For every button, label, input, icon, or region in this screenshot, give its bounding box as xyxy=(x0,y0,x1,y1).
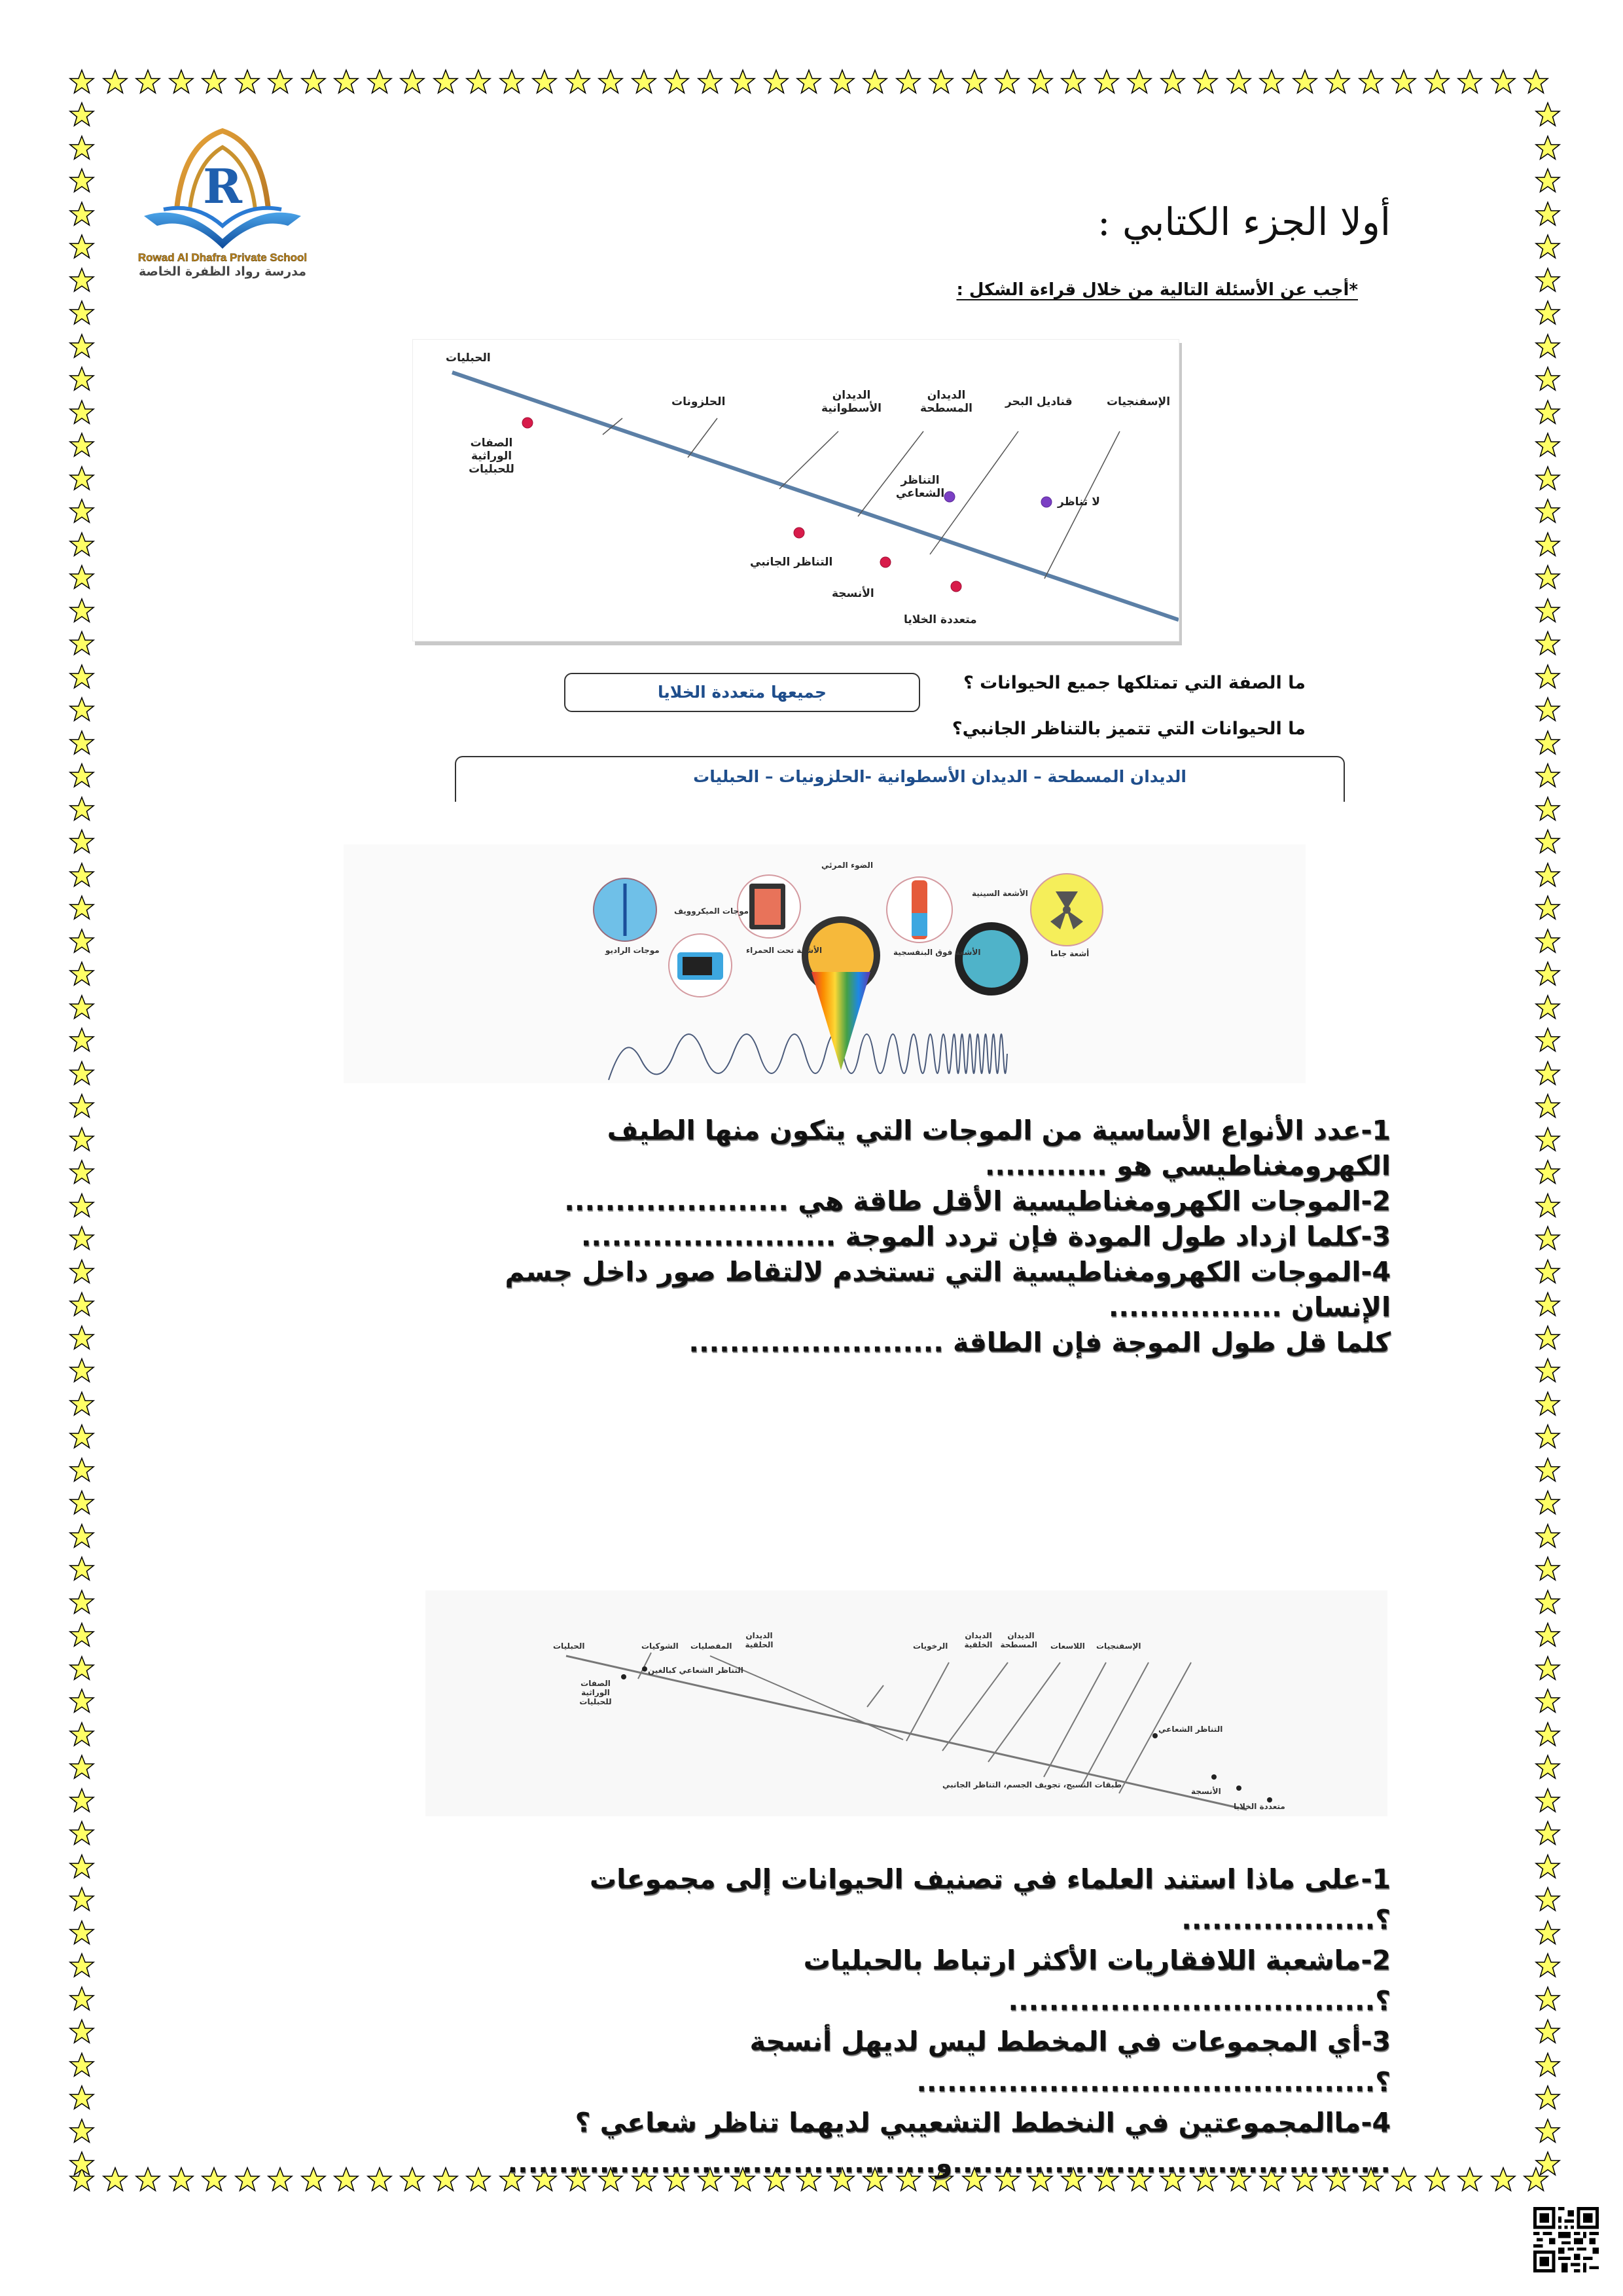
border-star-icon xyxy=(69,366,95,392)
border-star-icon xyxy=(1060,69,1086,95)
border-star-icon xyxy=(69,1787,95,1814)
border-star-icon xyxy=(69,300,95,326)
border-star-icon xyxy=(1535,1589,1561,1615)
border-star-icon xyxy=(102,69,128,95)
border-star-icon xyxy=(1535,1027,1561,1053)
border-star-icon xyxy=(1535,664,1561,690)
border-star-icon xyxy=(1535,1655,1561,1681)
border-star-icon xyxy=(1027,69,1054,95)
s3-line-5: 3-أي المجموعات في المخطط ليس لديهل أنسجة xyxy=(749,2026,1391,2057)
border-star-icon xyxy=(69,234,95,260)
border-star-icon xyxy=(1535,432,1561,458)
border-star-icon xyxy=(1535,234,1561,260)
border-star-icon xyxy=(69,1424,95,1450)
border-star-icon xyxy=(1535,1357,1561,1384)
border-star-icon xyxy=(1535,1986,1561,2012)
border-star-icon xyxy=(1523,69,1549,95)
border-star-icon xyxy=(399,69,425,95)
border-star-icon xyxy=(69,796,95,822)
border-star-icon xyxy=(69,2085,95,2111)
border-star-icon xyxy=(1535,862,1561,888)
border-star-icon xyxy=(69,1589,95,1615)
border-star-icon xyxy=(69,664,95,690)
border-star-icon xyxy=(69,399,95,425)
border-star-icon xyxy=(1535,1523,1561,1549)
label-flatworms: الديدان المسطحة xyxy=(919,389,973,415)
border-star-icon xyxy=(69,829,95,855)
border-star-icon xyxy=(1535,730,1561,756)
label-sponges: الإسفنجيات xyxy=(1107,395,1171,408)
border-star-icon xyxy=(1535,1457,1561,1483)
border-star-icon xyxy=(69,201,95,227)
border-star-icon xyxy=(631,69,657,95)
s3-line-4: ؟.................................... xyxy=(1008,1985,1391,2017)
section-title: أولا الجزء الكتابي : xyxy=(1097,200,1391,244)
border-star-icon xyxy=(829,69,855,95)
border-star-icon xyxy=(69,1291,95,1318)
border-star-icon xyxy=(69,862,95,888)
cladogram-figure-2 xyxy=(425,1590,1387,1816)
label-x-rays: الأشعة السينية xyxy=(972,889,1028,898)
border-star-icon xyxy=(69,730,95,756)
border-star-icon xyxy=(69,928,95,954)
s2-line-1: 1-عدد الأنواع الأساسية من الموجات التي يتكون منها الطيف xyxy=(607,1115,1391,1146)
border-star-icon xyxy=(69,1259,95,1285)
border-star-icon xyxy=(1192,69,1219,95)
s3-line-1: 1-على ماذا استند العلماء في تصنيف الحيوانات إلى مجموعات xyxy=(589,1863,1391,1895)
label-roundworms: الديدان الأسطوانية xyxy=(821,389,882,415)
border-star-icon xyxy=(69,1854,95,1880)
border-star-icon xyxy=(1535,465,1561,492)
border-star-icon xyxy=(69,168,95,194)
border-star-icon xyxy=(1457,2166,1483,2193)
border-star-icon xyxy=(499,69,525,95)
border-star-icon xyxy=(597,69,624,95)
node-no-symmetry: لا تناظر xyxy=(1058,495,1100,509)
border-star-icon xyxy=(928,69,954,95)
label-annelids: الحلزونات xyxy=(671,395,726,408)
label-roundworms-2: الديدان الخلقية xyxy=(964,1631,993,1649)
qr-code-icon xyxy=(1533,2207,1599,2272)
answer-common-trait: جميعها متعددة الخلايا xyxy=(564,673,920,712)
s3-line-6: ؟............................................. xyxy=(916,2066,1391,2098)
border-star-icon xyxy=(1535,1754,1561,1780)
border-star-icon xyxy=(1094,69,1120,95)
border-star-icon xyxy=(234,69,260,95)
border-star-icon xyxy=(1358,69,1384,95)
border-star-icon xyxy=(135,69,161,95)
border-star-icon xyxy=(1535,498,1561,524)
border-star-icon xyxy=(730,69,756,95)
border-star-icon xyxy=(234,2166,260,2193)
border-star-icon xyxy=(69,1093,95,1119)
border-star-icon xyxy=(69,1126,95,1153)
border-star-icon xyxy=(1535,168,1561,194)
border-star-icon xyxy=(69,2151,95,2177)
border-star-icon xyxy=(1535,1093,1561,1119)
border-star-icon xyxy=(69,101,95,128)
border-star-icon xyxy=(664,69,690,95)
svg-text:R: R xyxy=(203,158,242,214)
border-star-icon xyxy=(1535,300,1561,326)
border-star-icon xyxy=(1535,366,1561,392)
border-star-icon xyxy=(69,1952,95,1979)
border-star-icon xyxy=(69,333,95,359)
node-bilateral-symmetry: التناظر الجانبي xyxy=(750,556,833,569)
border-star-icon xyxy=(1424,2166,1450,2193)
border-star-icon xyxy=(300,69,327,95)
border-star-icon xyxy=(1535,1424,1561,1450)
border-star-icon xyxy=(1535,696,1561,723)
border-star-icon xyxy=(961,69,988,95)
border-star-icon xyxy=(1535,630,1561,656)
border-star-icon xyxy=(1535,1060,1561,1086)
s3-line-2: ؟................... xyxy=(1181,1904,1391,1935)
border-star-icon xyxy=(69,630,95,656)
border-star-icon xyxy=(69,1622,95,1648)
border-star-icon xyxy=(565,69,591,95)
border-star-icon xyxy=(69,1920,95,1946)
border-star-icon xyxy=(1535,994,1561,1020)
border-star-icon xyxy=(1490,69,1516,95)
border-star-icon xyxy=(1535,1391,1561,1417)
label-chordates: الحبليات xyxy=(446,351,491,365)
label-flatworms-2: الديدان المسطحة xyxy=(1000,1631,1037,1649)
border-star-icon xyxy=(1535,2085,1561,2111)
border-star-icon xyxy=(1535,1952,1561,1979)
border-star-icon xyxy=(1535,1291,1561,1318)
border-star-icon xyxy=(1535,895,1561,921)
border-star-icon xyxy=(69,1225,95,1251)
border-star-icon xyxy=(69,2018,95,2045)
border-star-icon xyxy=(69,994,95,1020)
cladogram-figure-1 xyxy=(412,339,1179,641)
border-star-icon xyxy=(69,961,95,987)
border-star-icon xyxy=(1535,1490,1561,1516)
border-star-icon xyxy=(1535,961,1561,987)
border-star-icon xyxy=(69,2052,95,2078)
logo-book-arch-icon xyxy=(124,118,321,249)
section-2-questions xyxy=(278,1113,1391,1360)
border-star-icon xyxy=(1535,1193,1561,1219)
border-star-icon xyxy=(366,69,393,95)
border-star-icon xyxy=(1535,1325,1561,1351)
s2-line-5: 4-الموجات الكهرومغناطيسية التي تستخدم لالتقاط صور داخل جسم xyxy=(505,1256,1391,1287)
instruction-text: *أجب عن الأسئلة التالية من خلال قراءة الشكل : xyxy=(956,280,1358,300)
border-star-icon xyxy=(1535,1854,1561,1880)
label-infrared: الأشعة تحت الحمراء xyxy=(746,946,823,955)
border-star-icon xyxy=(69,1754,95,1780)
node-chordate-traits: الصفات الوراثية للحبليات xyxy=(469,437,514,476)
s3-line-8: ...........................................و.......................................... xyxy=(507,2147,1391,2179)
border-star-icon xyxy=(201,69,227,95)
border-star-icon xyxy=(69,895,95,921)
border-star-icon xyxy=(69,1391,95,1417)
border-star-icon xyxy=(763,69,789,95)
question-common-trait: ما الصفة التي تمتلكها جميع الحيوانات ؟ xyxy=(963,673,1306,693)
border-star-icon xyxy=(69,432,95,458)
border-star-icon xyxy=(69,1556,95,1582)
border-star-icon xyxy=(1535,1787,1561,1814)
border-star-icon xyxy=(168,69,194,95)
border-star-icon xyxy=(1226,69,1252,95)
border-star-icon xyxy=(895,69,921,95)
em-spectrum-illustration xyxy=(344,844,1306,1083)
s2-line-6: الإنسان ................. xyxy=(1108,1291,1391,1323)
border-star-icon xyxy=(1535,2052,1561,2078)
border-star-icon xyxy=(333,69,359,95)
section-3-questions xyxy=(278,1859,1391,2183)
border-star-icon xyxy=(69,1027,95,1053)
border-star-icon xyxy=(531,69,558,95)
border-star-icon xyxy=(1535,333,1561,359)
node-tissues-2: الأنسجة xyxy=(1191,1787,1221,1796)
s2-line-7: كلما قل طول الموجة فإن الطاقة ......................... xyxy=(688,1327,1391,1358)
border-star-icon xyxy=(1535,2151,1561,2177)
border-star-icon xyxy=(433,69,459,95)
border-star-icon xyxy=(796,69,822,95)
border-star-icon xyxy=(1457,69,1483,95)
border-star-icon xyxy=(1535,1556,1561,1582)
border-star-icon xyxy=(69,1490,95,1516)
s2-line-2: الكهرومغناطيسي هو ............ xyxy=(984,1150,1391,1181)
border-star-icon xyxy=(201,2166,227,2193)
label-visible-light: الضوء المرئي xyxy=(821,861,874,870)
s2-line-4: 3-كلما ازداد طول المودة فإن تردد الموجة ......................... xyxy=(580,1221,1391,1252)
border-star-icon xyxy=(69,531,95,558)
s3-line-7: 4-ماالمجموعتين في النخطط التشعيبي لديهما تناظر شعاعي ؟ xyxy=(575,2107,1391,2138)
border-star-icon xyxy=(1126,69,1152,95)
border-star-icon xyxy=(1292,69,1318,95)
border-star-icon xyxy=(69,598,95,624)
border-star-icon xyxy=(69,1060,95,1086)
s3-line-3: 2-ماشعبة اللافقاريات الأكثر ارتباط بالحبليات xyxy=(803,1945,1391,1976)
border-star-icon xyxy=(1535,2118,1561,2144)
node-radial-2: التناظر الشعاعي xyxy=(1158,1725,1223,1734)
border-star-icon xyxy=(168,2166,194,2193)
label-segmented-worms: الديدان الحلقية xyxy=(745,1631,774,1649)
border-star-icon xyxy=(69,762,95,789)
border-star-icon xyxy=(1490,2166,1516,2193)
border-star-icon xyxy=(69,465,95,492)
border-star-icon xyxy=(994,69,1020,95)
question-bilateral: ما الحيوانات التي تتميز بالتناظر الجانبي؟ xyxy=(952,719,1306,739)
border-star-icon xyxy=(1535,1159,1561,1185)
border-star-icon xyxy=(69,2118,95,2144)
border-star-icon xyxy=(1535,564,1561,590)
border-star-icon xyxy=(1535,1622,1561,1648)
border-star-icon xyxy=(69,69,95,95)
label-cnidarians: اللاسعات xyxy=(1050,1641,1085,1651)
border-star-icon xyxy=(69,1986,95,2012)
label-arthropods: المفصليات xyxy=(690,1641,732,1651)
label-mollusks: الرخويات xyxy=(913,1641,948,1651)
node-multicellular: متعددة الخلايا xyxy=(904,613,977,626)
border-star-icon xyxy=(862,69,888,95)
border-star-icon xyxy=(1424,69,1450,95)
border-star-icon xyxy=(1535,101,1561,128)
border-star-icon xyxy=(1535,1688,1561,1714)
border-star-icon xyxy=(1535,1721,1561,1748)
border-star-icon xyxy=(69,1159,95,1185)
qr-code[interactable] xyxy=(1533,2207,1599,2272)
border-star-icon xyxy=(1535,1820,1561,1846)
border-star-icon xyxy=(697,69,723,95)
border-star-icon xyxy=(135,2166,161,2193)
border-star-icon xyxy=(1535,399,1561,425)
border-star-icon xyxy=(1535,829,1561,855)
border-star-icon xyxy=(102,2166,128,2193)
em-spectrum-figure xyxy=(344,844,1306,1083)
border-star-icon xyxy=(465,69,491,95)
cladogram-2-lines xyxy=(425,1590,1387,1816)
node-radial-symmetry: التناظر الشعاعي xyxy=(895,474,945,500)
border-star-icon xyxy=(1535,1886,1561,1912)
border-star-icon xyxy=(69,267,95,293)
border-star-icon xyxy=(1325,69,1351,95)
border-star-icon xyxy=(69,1820,95,1846)
border-star-icon xyxy=(69,1886,95,1912)
border-star-icon xyxy=(1535,1259,1561,1285)
border-star-icon xyxy=(1391,69,1417,95)
border-star-icon xyxy=(1535,201,1561,227)
border-star-icon xyxy=(1535,267,1561,293)
label-gamma-rays: أشعة جاما xyxy=(1050,949,1090,958)
answer-bilateral: الديدان المسطحة – الديدان الأسطوانية -الحلزونيات – الحبليات xyxy=(455,756,1345,802)
border-star-icon xyxy=(1535,598,1561,624)
border-star-icon xyxy=(1535,135,1561,161)
border-star-icon xyxy=(69,135,95,161)
border-star-icon xyxy=(1535,796,1561,822)
label-echinoderms: الشوكيات xyxy=(641,1641,679,1651)
border-star-icon xyxy=(69,1523,95,1549)
s2-line-3: 2-الموجات الكهرومغناطيسية الأقل طاقة هي ...................... xyxy=(564,1185,1391,1217)
border-star-icon xyxy=(69,1688,95,1714)
label-ultraviolet: الأشعة فوق البنفسجية xyxy=(893,948,981,957)
label-sponges-2: الإسفنجيات xyxy=(1096,1641,1141,1651)
border-star-icon xyxy=(1535,2018,1561,2045)
border-star-icon xyxy=(69,1457,95,1483)
border-star-icon xyxy=(267,69,293,95)
label-chordates-2: الحبليات xyxy=(553,1641,585,1651)
node-tissues: الأنسجة xyxy=(832,587,874,600)
border-star-icon xyxy=(1535,928,1561,954)
school-logo xyxy=(124,118,321,288)
border-star-icon xyxy=(69,564,95,590)
border-star-icon xyxy=(1535,1126,1561,1153)
border-star-icon xyxy=(1258,69,1285,95)
border-star-icon xyxy=(1535,1225,1561,1251)
border-star-icon xyxy=(69,1357,95,1384)
border-star-icon xyxy=(1535,531,1561,558)
label-radio-waves: موجات الراديو xyxy=(605,946,660,955)
border-star-icon xyxy=(1535,762,1561,789)
label-jellyfish: قناديل البحر xyxy=(1005,395,1073,408)
node-chordate-traits-2: الصفات الوراثية للحبليات xyxy=(579,1679,612,1706)
node-tissue-layers: طبقات النسيج، تجويف الجسم، التناظر الجانبي xyxy=(942,1780,1122,1789)
border-star-icon xyxy=(1160,69,1186,95)
border-star-icon xyxy=(69,498,95,524)
border-star-icon xyxy=(69,1193,95,1219)
label-microwaves: موجات الميكروويف xyxy=(674,906,749,916)
border-star-icon xyxy=(69,696,95,723)
border-star-icon xyxy=(69,1721,95,1748)
node-multicellular-2: متعددة الخلايا xyxy=(1234,1802,1285,1811)
border-star-icon xyxy=(69,1325,95,1351)
border-star-icon xyxy=(1535,1920,1561,1946)
node-adult-radial: التناظر الشعاعي كبالغين xyxy=(648,1666,743,1675)
school-name-ar: مدرسة رواد الظفرة الخاصة xyxy=(139,264,306,279)
cladogram-lines xyxy=(413,340,1179,641)
school-name-en: Rowad Al Dhafra Private School xyxy=(137,251,308,264)
border-star-icon xyxy=(69,1655,95,1681)
border-star-icon xyxy=(1391,2166,1417,2193)
